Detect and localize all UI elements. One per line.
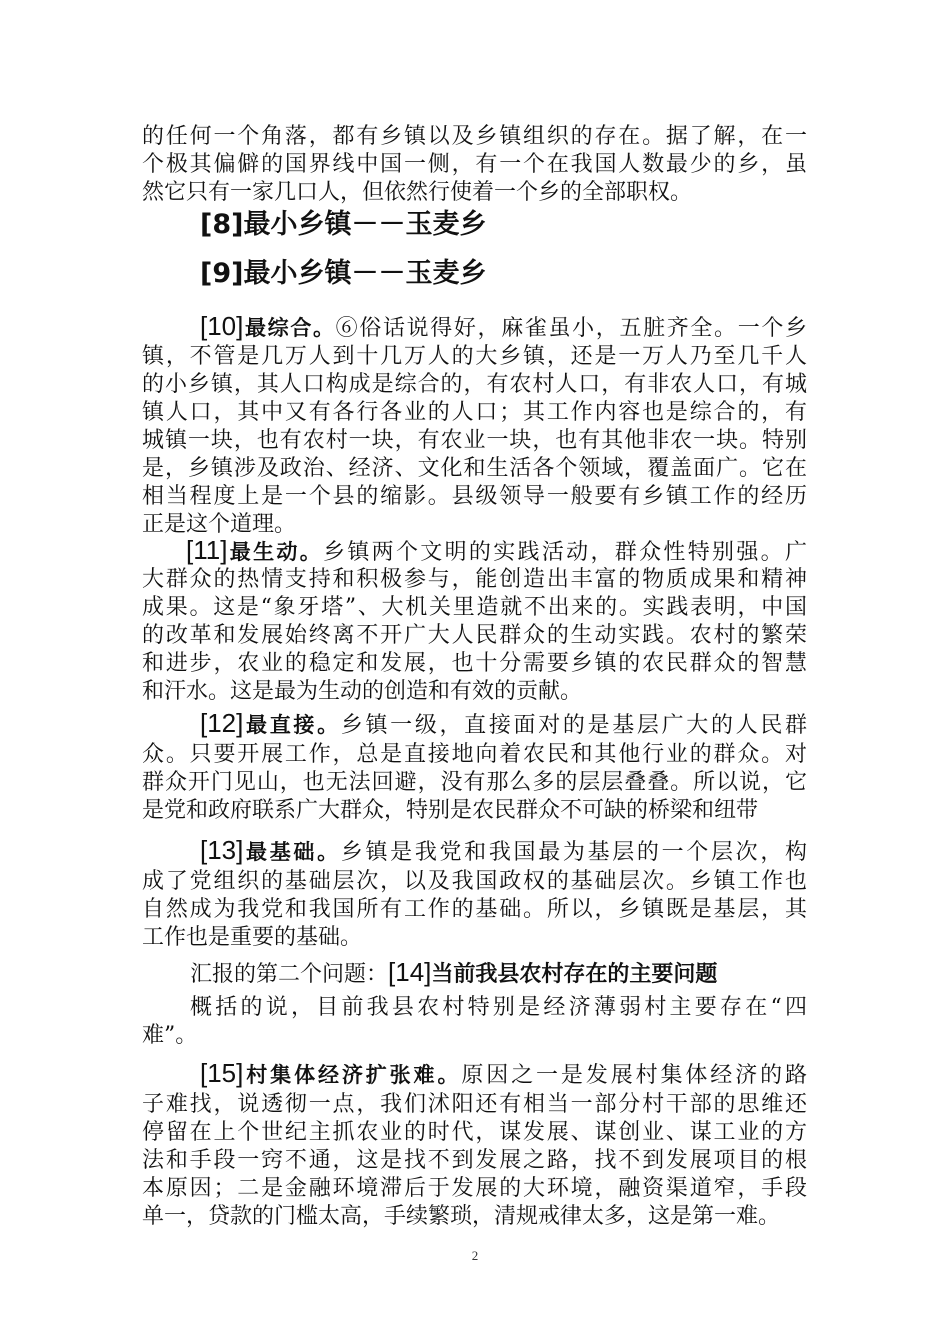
heading-8-text: 最小乡镇－－玉麦乡 [243, 209, 487, 240]
p15-keyword: 村集体经济扩张难。 [243, 1063, 462, 1087]
p12-line-4: 是党和政府联系广大群众，特别是农民群众不可缺的桥梁和纽带 [142, 798, 759, 823]
footnote-marker-14: [14] [388, 957, 432, 987]
footnote-marker-15: [15] [200, 1059, 244, 1088]
intro-line-2: 个极其偏僻的国界线中国一侧，有一个在我国人数最少的乡，虽 [142, 152, 807, 177]
p10-keyword: 最综合。 [243, 316, 336, 340]
p11-line-6: 和汗水。这是最为生动的创造和有效的贡献。 [142, 679, 583, 704]
p12-line-3: 群众开门见山，也无法回避，没有那么多的层层叠叠。所以说，它 [142, 770, 807, 795]
intro-line-3: 然它只有一家几口人，但依然行使着一个乡的全部职权。 [142, 180, 693, 205]
footnote-marker-10: [10] [200, 312, 244, 341]
section-2-prefix: 汇报的第二个问题： [190, 962, 389, 987]
p11-keyword: 最生动。 [227, 540, 324, 564]
summary-line-2: 难”。 [142, 1023, 198, 1048]
p10-line-2: 镇，不管是几万人到十几万人的大乡镇，还是一万人乃至几千人 [142, 344, 807, 369]
summary-line-1: 概括的说，目前我县农村特别是经济薄弱村主要存在“四 [190, 995, 807, 1020]
section-2-title: 当前我县农村存在的主要问题 [431, 962, 718, 987]
p15-line-4: 法和手段一窍不通，这是找不到发展之路，找不到发展项目的根 [142, 1148, 807, 1173]
p10-line-5: 城镇一块，也有农村一块，有农业一块，也有其他非农一块。特别 [142, 428, 807, 453]
p12-line-1 [200, 709, 807, 740]
p11-text-1: 乡镇两个文明的实践活动，群众性特别强。广 [323, 540, 807, 565]
p11-line-3: 成果。这是“象牙塔”、大机关里造就不出来的。实践表明，中国 [142, 595, 807, 620]
p10-line-1 [200, 312, 807, 343]
p10-line-6: 是，乡镇涉及政治、经济、文化和生活各个领域，覆盖面广。它在 [142, 456, 807, 481]
footnote-marker-9: [9] [200, 258, 244, 289]
p13-line-4: 工作也是重要的基础。 [142, 925, 363, 950]
p15-line-1 [200, 1059, 807, 1090]
p13-line-2: 成了党组织的基础层次，以及我国政权的基础层次。乡镇工作也 [142, 869, 807, 894]
heading-9-text: 最小乡镇－－玉麦乡 [243, 258, 487, 289]
footnote-marker-8: [8] [200, 209, 244, 240]
p13-keyword: 最基础。 [243, 840, 341, 864]
page-number: 2 [471, 1248, 479, 1263]
p10-line-4: 镇人口，其中又有各行各业的人口；其工作内容也是综合的，有 [142, 400, 807, 425]
p10-line-8: 正是这个道理。 [142, 512, 297, 537]
heading-8 [200, 208, 486, 242]
p15-line-3: 停留在上个世纪主抓农业的时代，谋发展、谋创业、谋工业的方 [142, 1120, 807, 1145]
p15-line-2: 子难找，说透彻一点，我们沭阳还有相当一部分村干部的思维还 [142, 1092, 807, 1117]
p11-line-2: 大群众的热情支持和积极参与，能创造出丰富的物质成果和精神 [142, 567, 807, 592]
heading-9 [200, 257, 486, 291]
intro-line-1: 的任何一个角落，都有乡镇以及乡镇组织的存在。据了解，在一 [142, 124, 807, 149]
p15-text-1: 原因之一是发展村集体经济的路 [461, 1063, 807, 1088]
p15-line-5: 本原因；二是金融环境滞后于发展的大环境，融资渠道窄，手段 [142, 1176, 807, 1201]
p10-line-3: 的小乡镇，其人口构成是综合的，有农村人口，有非农人口，有城 [142, 372, 807, 397]
footnote-marker-13: [13] [200, 836, 244, 865]
p13-line-1 [200, 836, 807, 867]
p11-line-5: 和进步，农业的稳定和发展，也十分需要乡镇的农民群众的智慧 [142, 651, 807, 676]
p12-keyword: 最直接。 [243, 713, 341, 737]
p11-line-1 [186, 536, 807, 567]
p12-line-2: 众。只要开展工作，总是直接地向着农民和其他行业的群众。对 [142, 742, 807, 767]
p12-text-1: 乡镇一级，直接面对的是基层广大的人民群 [340, 713, 807, 738]
p13-line-3: 自然成为我党和我国所有工作的基础。所以，乡镇既是基层，其 [142, 897, 807, 922]
p13-text-1: 乡镇是我党和我国最为基层的一个层次，构 [340, 840, 807, 865]
p15-line-6: 单一，贷款的门槛太高，手续繁琐，清规戒律太多，这是第一难。 [142, 1204, 781, 1229]
section-2-heading [190, 957, 717, 990]
footnote-marker-11: [11] [186, 536, 228, 565]
footnote-marker-12: [12] [200, 709, 244, 738]
p10-line-7: 相当程度上是一个县的缩影。县级领导一般要有乡镇工作的经历 [142, 484, 807, 509]
p10-text-1: ⑥俗话说得好，麻雀虽小，五脏齐全。一个乡 [335, 316, 807, 341]
p11-line-4: 的改革和发展始终离不开广大人民群众的生动实践。农村的繁荣 [142, 623, 807, 648]
